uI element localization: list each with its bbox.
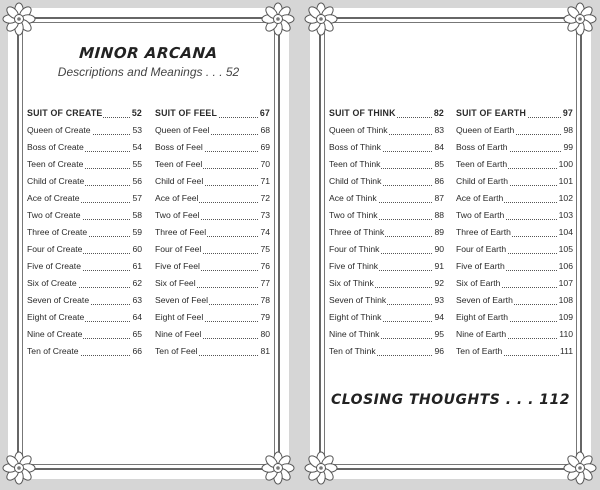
toc-entry-label: Six of Create — [27, 278, 77, 288]
toc-entry-label: Two of Think — [329, 210, 378, 220]
flower-icon — [304, 2, 338, 36]
toc-entry-page: 63 — [132, 295, 142, 305]
toc-suit-heading — [155, 108, 270, 125]
toc-entry-label: Boss of Create — [27, 142, 84, 152]
toc-entry — [456, 346, 573, 363]
toc-entry — [155, 278, 270, 295]
toc-entry-label: SUIT OF EARTH — [456, 108, 527, 118]
toc-entry — [329, 346, 444, 363]
toc-entry — [155, 312, 270, 329]
flower-icon — [2, 451, 36, 485]
flower-icon — [563, 2, 597, 36]
toc-entry-label: Child of Earth — [456, 176, 509, 186]
toc-entry-label: Five of Earth — [456, 261, 505, 271]
toc-entry-label: Five of Create — [27, 261, 81, 271]
toc-entry — [329, 312, 444, 329]
toc-entry-label: SUIT OF THINK — [329, 108, 396, 118]
toc-entry-page: 73 — [260, 210, 270, 220]
toc-entry-page: 98 — [563, 125, 573, 135]
toc-entry-page: 79 — [260, 312, 270, 322]
toc-entry-label: Child of Think — [329, 176, 382, 186]
toc-entry-page: 110 — [559, 329, 573, 339]
flower-icon — [563, 451, 597, 485]
toc-entry-page: 54 — [132, 142, 142, 152]
toc-entry-page: 77 — [260, 278, 270, 288]
toc-entry-label: Boss of Earth — [456, 142, 508, 152]
toc-entry-label: Seven of Create — [27, 295, 90, 305]
toc-entry — [155, 125, 270, 142]
toc-entry — [456, 142, 573, 159]
flower-icon — [304, 451, 338, 485]
toc-entry — [27, 295, 142, 312]
toc-entry — [329, 176, 444, 193]
toc-entry — [329, 227, 444, 244]
toc-entry — [329, 261, 444, 278]
toc-entry-label: Queen of Think — [329, 125, 388, 135]
toc-entry — [155, 261, 270, 278]
toc-entry — [329, 159, 444, 176]
toc-entry — [456, 125, 573, 142]
toc-entry-label: Eight of Earth — [456, 312, 509, 322]
toc-entry-label: Four of Think — [329, 244, 380, 254]
toc-entry-label: Nine of Earth — [456, 329, 507, 339]
toc-entry-page: 89 — [434, 227, 444, 237]
toc-entry-page: 75 — [260, 244, 270, 254]
toc-entry — [329, 142, 444, 159]
toc-entry — [27, 346, 142, 363]
toc-entry — [329, 278, 444, 295]
toc-entry-label: Teen of Feel — [155, 159, 203, 169]
toc-entry-label: Two of Create — [27, 210, 81, 220]
toc-entry-label: Seven of Think — [329, 295, 387, 305]
toc-entry — [155, 329, 270, 346]
toc-entry — [155, 210, 270, 227]
toc-entry-page: 52 — [131, 108, 142, 118]
toc-entry-label: Six of Feel — [155, 278, 196, 288]
right-page — [310, 8, 591, 479]
toc-entry-label: Boss of Feel — [155, 142, 203, 152]
toc-entry-label: Six of Earth — [456, 278, 501, 288]
toc-entry — [27, 125, 142, 142]
toc-entry-label: Ten of Earth — [456, 346, 503, 356]
toc-entry-page: 56 — [132, 176, 142, 186]
toc-entry-page: 61 — [132, 261, 142, 271]
toc-entry — [456, 227, 573, 244]
toc-entry — [155, 159, 270, 176]
flower-icon — [261, 2, 295, 36]
toc-entry-page: 93 — [434, 295, 444, 305]
toc-entry — [456, 278, 573, 295]
toc-entry-label: Ace of Create — [27, 193, 80, 203]
toc-entry-page: 74 — [260, 227, 270, 237]
toc-entry-label: Ace of Feel — [155, 193, 199, 203]
toc-entry-label: Six of Think — [329, 278, 374, 288]
toc-suit-heading — [456, 108, 573, 125]
toc-entry-page: 95 — [434, 329, 444, 339]
toc-entry — [27, 312, 142, 329]
toc-entry — [27, 210, 142, 227]
toc-entry — [456, 329, 573, 346]
toc-entry — [27, 261, 142, 278]
toc-entry-page: 86 — [434, 176, 444, 186]
toc-entry — [456, 244, 573, 261]
toc-entry-label: Four of Create — [27, 244, 83, 254]
toc-entry-label: Four of Earth — [456, 244, 507, 254]
left-page — [8, 8, 289, 479]
flower-icon — [2, 2, 36, 36]
toc-entry — [329, 295, 444, 312]
toc-entry-page: 83 — [434, 125, 444, 135]
toc-entry-label: Two of Earth — [456, 210, 505, 220]
toc-entry-label: Three of Think — [329, 227, 385, 237]
toc-entry-page: 104 — [558, 227, 573, 237]
toc-entry-label: Teen of Create — [27, 159, 84, 169]
toc-entry-page: 101 — [558, 176, 573, 186]
toc-entry-label: Three of Create — [27, 227, 88, 237]
toc-entry-page: 62 — [132, 278, 142, 288]
toc-entry-label: Nine of Think — [329, 329, 380, 339]
toc-entry-page: 106 — [558, 261, 573, 271]
toc-entry-page: 55 — [132, 159, 142, 169]
toc-entry-label: Four of Feel — [155, 244, 202, 254]
toc-entry-page: 78 — [260, 295, 270, 305]
toc-entry-page: 99 — [563, 142, 573, 152]
toc-entry-page: 103 — [558, 210, 573, 220]
toc-entry-page: 76 — [260, 261, 270, 271]
toc-entry — [27, 193, 142, 210]
toc-entry-label: Ten of Create — [27, 346, 79, 356]
toc-entry — [456, 312, 573, 329]
toc-entry-label: Five of Feel — [155, 261, 200, 271]
toc-entry — [456, 261, 573, 278]
toc-entry-page: 67 — [259, 108, 270, 118]
toc-entry-page: 88 — [434, 210, 444, 220]
toc-entry-page: 97 — [562, 108, 573, 118]
toc-entry-label: Three of Earth — [456, 227, 511, 237]
toc-entry-label: Ten of Think — [329, 346, 376, 356]
toc-entry-page: 68 — [260, 125, 270, 135]
toc-column-create — [27, 108, 142, 363]
section-title: MINOR ARCANA — [78, 44, 219, 62]
toc-entry-label: Queen of Earth — [456, 125, 515, 135]
toc-entry-page: 80 — [260, 329, 270, 339]
toc-entry-page: 59 — [132, 227, 142, 237]
toc-entry-page: 100 — [558, 159, 573, 169]
toc-entry-page: 82 — [433, 108, 444, 118]
toc-entry-page: 102 — [558, 193, 573, 203]
section-subtitle: Descriptions and Meanings . . . 52 — [57, 65, 240, 79]
toc-entry-label: Ten of Feel — [155, 346, 198, 356]
toc-entry — [27, 227, 142, 244]
toc-entry-page: 85 — [434, 159, 444, 169]
toc-entry-label: Five of Think — [329, 261, 379, 271]
toc-entry-label: Ace of Think — [329, 193, 377, 203]
toc-entry-label: SUIT OF FEEL — [155, 108, 218, 118]
toc-entry-page: 70 — [260, 159, 270, 169]
toc-entry-page: 71 — [260, 176, 270, 186]
toc-entry-page: 111 — [559, 346, 573, 356]
toc-entry-page: 92 — [434, 278, 444, 288]
toc-entry-label: Nine of Feel — [155, 329, 202, 339]
toc-column-earth — [456, 108, 573, 363]
toc-entry-label: Two of Feel — [155, 210, 200, 220]
toc-entry — [329, 244, 444, 261]
toc-entry-label: Boss of Think — [329, 142, 381, 152]
toc-entry-page: 107 — [558, 278, 573, 288]
toc-entry-label: Teen of Think — [329, 159, 381, 169]
toc-entry-page: 87 — [434, 193, 444, 203]
toc-entry-page: 105 — [558, 244, 573, 254]
toc-entry-label: Eight of Think — [329, 312, 382, 322]
toc-entry-label: Eight of Feel — [155, 312, 204, 322]
toc-entry-page: 58 — [132, 210, 142, 220]
toc-entry-label: Queen of Create — [27, 125, 91, 135]
toc-entry-label: Eight of Create — [27, 312, 85, 322]
toc-entry — [155, 176, 270, 193]
toc-entry-label: Seven of Earth — [456, 295, 513, 305]
toc-entry — [456, 210, 573, 227]
toc-column-think — [329, 108, 444, 363]
toc-entry-label: Child of Create — [27, 176, 85, 186]
toc-entry — [456, 193, 573, 210]
toc-entry — [27, 159, 142, 176]
toc-entry — [329, 210, 444, 227]
toc-entry — [155, 142, 270, 159]
toc-entry-label: SUIT OF CREATE — [27, 108, 103, 118]
toc-entry — [27, 278, 142, 295]
toc-entry — [329, 193, 444, 210]
toc-entry-page: 90 — [434, 244, 444, 254]
toc-entry-page: 66 — [132, 346, 142, 356]
toc-entry — [155, 193, 270, 210]
toc-entry-label: Child of Feel — [155, 176, 204, 186]
toc-entry-page: 53 — [132, 125, 142, 135]
toc-entry-label: Teen of Earth — [456, 159, 508, 169]
toc-entry-page: 109 — [558, 312, 573, 322]
toc-entry-page: 69 — [260, 142, 270, 152]
toc-entry — [27, 142, 142, 159]
toc-entry-page: 65 — [132, 329, 142, 339]
toc-entry-page: 91 — [434, 261, 444, 271]
toc-entry — [329, 329, 444, 346]
flower-icon — [261, 451, 295, 485]
toc-entry-page: 81 — [260, 346, 270, 356]
toc-entry-page: 60 — [132, 244, 142, 254]
toc-entry-label: Ace of Earth — [456, 193, 504, 203]
toc-entry — [456, 176, 573, 193]
toc-suit-heading — [329, 108, 444, 125]
toc-entry-label: Seven of Feel — [155, 295, 209, 305]
toc-entry — [155, 244, 270, 261]
toc-entry-page: 84 — [434, 142, 444, 152]
toc-entry-page: 72 — [260, 193, 270, 203]
toc-entry-label: Three of Feel — [155, 227, 207, 237]
toc-column-feel — [155, 108, 270, 363]
toc-entry-label: Queen of Feel — [155, 125, 210, 135]
toc-entry — [456, 159, 573, 176]
toc-entry — [329, 125, 444, 142]
toc-entry — [456, 295, 573, 312]
toc-entry — [155, 295, 270, 312]
closing-thoughts-entry: CLOSING THOUGHTS . . . 112 — [330, 392, 571, 408]
toc-entry — [155, 346, 270, 363]
toc-entry — [27, 244, 142, 261]
toc-entry-page: 57 — [132, 193, 142, 203]
toc-entry-page: 64 — [132, 312, 142, 322]
toc-entry-page: 94 — [434, 312, 444, 322]
toc-entry-page: 96 — [434, 346, 444, 356]
toc-entry-label: Nine of Create — [27, 329, 83, 339]
toc-entry-page: 108 — [558, 295, 573, 305]
toc-entry — [27, 176, 142, 193]
toc-entry — [27, 329, 142, 346]
toc-entry — [155, 227, 270, 244]
toc-suit-heading — [27, 108, 142, 125]
